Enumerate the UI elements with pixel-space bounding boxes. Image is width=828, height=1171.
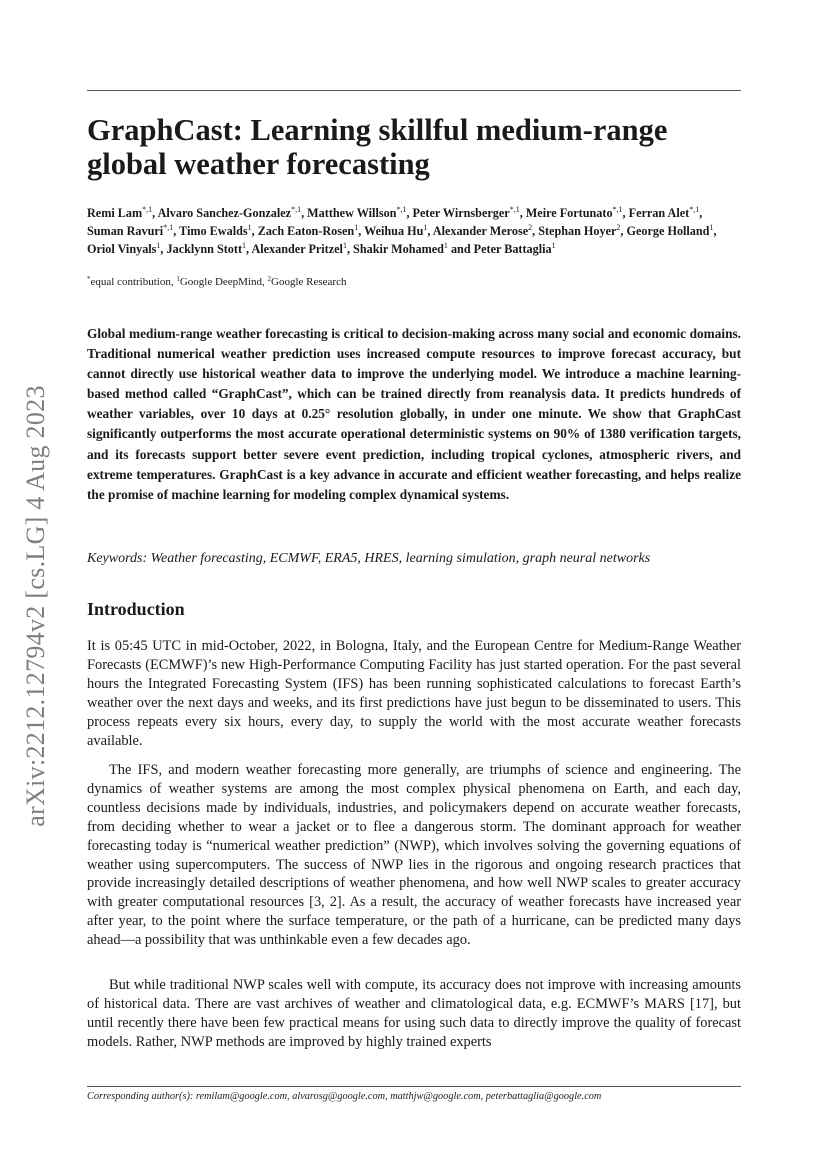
author-affiliation-marker: *,1 [612,205,623,214]
paper-title: GraphCast: Learning skillful medium-range global weather forecasting [87,113,668,181]
author-separator: , [301,206,308,220]
author-affiliation-marker: 1 [242,241,247,251]
author-affiliation-marker: 1 [342,241,347,251]
author-name: Alexander Merose [432,224,529,239]
author-affiliation-marker: *,1 [163,223,174,233]
author-affiliation-marker: 1 [551,241,556,251]
section-heading-introduction: Introduction [87,599,185,619]
top-rule [87,90,741,91]
affiliations-line [87,276,346,288]
author-affiliation-marker: *,1 [291,205,302,214]
author-affiliation-marker: 1 [247,223,252,233]
author-affiliation-marker: *,1 [689,205,700,214]
affiliation-marker: * [87,275,91,283]
author-separator: , [699,206,703,220]
author-separator: , [532,224,539,239]
author-list [87,204,741,259]
author-affiliation-marker: 1 [709,223,714,233]
author-affiliation-marker: *,1 [142,205,153,214]
arxiv-stamp-text: arXiv:2212.12794v2 [cs.LG] 4 Aug 2023 [21,385,50,827]
affiliation-text: equal contribution, [90,276,177,288]
author-separator: , [246,242,252,257]
footnote-rule [87,1086,741,1087]
author-name: Remi Lam [87,206,143,220]
author-name: Suman Ravuri [87,224,164,239]
author-name: Alexander Pritzel [251,242,343,257]
author-separator: , [173,224,180,239]
author-affiliation-marker: 1 [423,223,428,233]
author-name: Ferran Alet [628,206,690,220]
author-name: Matthew Willson [307,206,397,220]
affiliation-text: Google DeepMind, [179,276,268,288]
affiliation-text: Google Research [271,276,347,288]
author-name: Timo Ewalds [179,224,248,239]
author-separator: , [152,206,158,220]
author-separator: , [620,224,627,239]
author-name: Weihua Hu [364,224,424,239]
intro-paragraph: The IFS, and modern weather forecasting more generally, are triumphs of science and engineering. The dynamics of weather systems are among the most complex physical phenomena on Earth, and each day, countless decisions made by individuals, industries, and policymakers depend on accurate weather forecasts, from deciding whether to wear a jacket or to flee a dangerous storm. The dominant approach for weather forecasting today is “numerical weather prediction” (NWP), which involves solving the governing equations of weather using supercomputers. The success of NWP lies in the rigorous and ongoing research practices that provide increasingly detailed descriptions of weather phenomena, and how well NWP scales to greater accuracy with greater computational resources [3, 2]. As a result, the accuracy of weather forecasts have increased year after year, to the point where the surface temperature, or the path of a hurricane, can be predicted many days ahead—a possibility that was unthinkable even a few decades ago. [87,762,741,949]
keywords: Keywords: Weather forecasting, ECMWF, ERA5, HRES, learning simulation, graph neural networks [87,551,651,566]
affiliation-marker: 1 [176,275,180,283]
author-name: Stephan Hoyer [538,224,617,239]
author-affiliation-marker: 1 [354,223,359,233]
intro-paragraph: It is 05:45 UTC in mid-October, 2022, in Bologna, Italy, and the European Centre for Medium-Range Weather Forecasts (ECMWF)’s new High-Performance Computing Facility has just started operation. For the past several hours the Integrated Forecasting System (IFS) has been running sophisticated calculations to forecast Earth’s weather over the next days and weeks, and its first predictions have just begun to be disseminated to users. This process repeats every six hours, every day, to supply the world with the most accurate weather forecasts available. [87,638,741,749]
author-separator: , [427,224,433,239]
intro-paragraph: But while traditional NWP scales well with compute, its accuracy does not improve with increasing amounts of historical data. There are vast archives of weather and climatological data, e.g. ECMWF’s MARS [17], but until recently there have been few practical means for using such data to directly improve the quality of forecast models. Rather, NWP methods are improved by highly trained experts [87,977,741,1050]
author-affiliation-marker: 1 [156,241,161,251]
author-name: Jacklynn Stott [166,242,243,257]
author-separator: , [406,206,413,220]
author-name: Peter Wirnsberger [412,206,510,220]
author-separator: , [160,242,167,257]
author-separator: , [622,206,629,220]
author-separator: , [713,224,717,239]
author-separator: , [346,242,354,257]
author-separator: , [251,224,258,239]
author-affiliation-marker: *,1 [509,205,520,214]
author-name: Alvaro Sanchez-Gonzalez [157,206,292,220]
author-affiliation-marker: 2 [528,223,533,233]
abstract: Global medium-range weather forecasting is critical to decision-making across many social and economic domains. Traditional numerical weather prediction uses increased compute resources to improve forecast accuracy, but cannot directly use historical weather data to improve the underlying model. We introduce a machine learning-based method called “GraphCast”, which can be trained directly from reanalysis data. It predicts hundreds of weather variables, over 10 days at 0.25° resolution globally, in under one minute. We show that GraphCast significantly outperforms the most accurate operational deterministic systems on 90% of 1380 verification targets, and its forecasts support better severe event prediction, including tropical cyclones, atmospheric rivers, and extreme temperatures. GraphCast is a key advance in accurate and efficient weather forecasting, and helps realize the promise of machine learning for modeling complex dynamical systems. [87,326,741,502]
author-affiliation-marker: 1 [443,241,448,251]
author-affiliation-marker: 2 [616,223,621,233]
corresponding-authors-footnote: Corresponding author(s): remilam@google.com, alvarosg@google.com, matthjw@google.com, peterbattaglia@google.com [87,1091,602,1102]
author-name: Zach Eaton-Rosen [257,224,355,239]
author-name: George Holland [626,224,710,239]
author-separator: , [358,224,365,239]
author-name: Meire Fortunato [525,206,613,220]
author-name: Peter Battaglia [473,242,552,257]
author-separator: , [519,206,526,220]
author-affiliation-marker: *,1 [396,205,407,214]
author-name: Shakir Mohamed [353,242,444,257]
affiliation-marker: 2 [267,275,272,283]
author-name: Oriol Vinyals [87,242,157,257]
author-separator: and [447,242,474,257]
